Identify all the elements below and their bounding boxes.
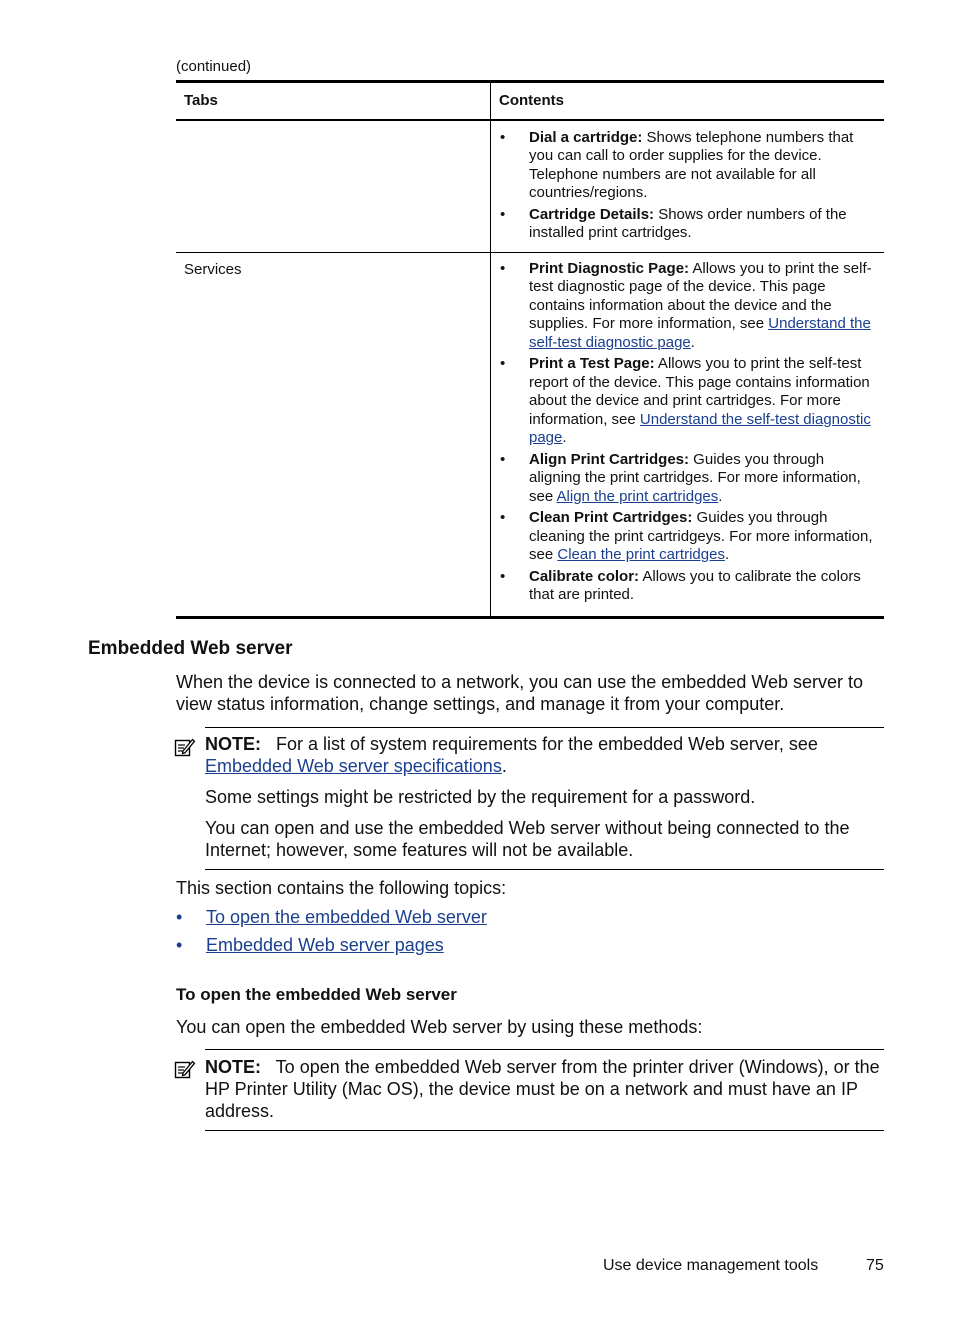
item-term: Calibrate color: xyxy=(529,567,640,585)
link-ews-pages[interactable]: Embedded Web server pages xyxy=(206,934,444,955)
tab-cell-empty xyxy=(176,120,491,253)
item-text: Guides you through cleaning the print cartridgeys. For more information, see xyxy=(529,509,873,563)
note-text xyxy=(205,733,884,777)
list-item xyxy=(499,355,876,448)
table-row xyxy=(176,120,884,253)
contents-cell xyxy=(491,120,885,253)
link-self-test-diagnostic[interactable]: Understand the self-test diagnostic page xyxy=(529,315,871,351)
note-paragraph: Some settings might be restricted by the requirement for a password. xyxy=(205,787,756,807)
note-paragraph: You can open and use the embedded Web server without being connected to the Internet; however, some features will not be available. xyxy=(205,818,850,860)
list-item xyxy=(499,129,876,203)
item-term: Print a Test Page: xyxy=(529,355,655,372)
item-end: . xyxy=(562,429,567,446)
topics-intro: This section contains the following topics: xyxy=(176,878,507,898)
item-end: . xyxy=(718,487,723,505)
subsection-intro: You can open the embedded Web server by using these methods: xyxy=(176,1017,703,1037)
list-item xyxy=(499,568,876,605)
note-icon xyxy=(174,1059,196,1084)
item-text: Allows you to print the self-test report of the device. This page contains information about the device and print cartridges. For more information, see xyxy=(529,355,870,428)
note-body: For a list of system requirements for the embedded Web server, see xyxy=(261,734,823,754)
footer-page-number: 75 xyxy=(866,1257,884,1274)
item-text: Shows telephone numbers that you can call to order supplies for the device. Telephone numbers are not available for all countries/regions. xyxy=(529,128,854,201)
link-self-test-diagnostic[interactable]: Understand the self-test diagnostic page xyxy=(529,410,871,446)
item-end: . xyxy=(690,333,695,351)
item-text: Shows order numbers of the installed print cartridges. xyxy=(529,205,847,241)
item-term: Dial a cartridge: xyxy=(529,128,643,146)
contents-list xyxy=(499,260,876,605)
item-text: Guides you through aligning the print cartridges. For more information, see xyxy=(529,450,861,505)
header-contents: Contents xyxy=(491,82,885,120)
note-icon xyxy=(174,737,196,762)
item-text: Allows you to calibrate the colors that are printed. xyxy=(529,567,861,603)
link-clean-cartridges[interactable]: Clean the print cartridges xyxy=(557,546,725,563)
item-text: Allows you to print the self-test diagnostic page of the device. This page contains information about the device and the supplies. For more information, see xyxy=(529,259,872,332)
note-box xyxy=(205,1049,884,1131)
item-end: . xyxy=(724,546,730,563)
topics-list xyxy=(176,906,487,961)
contents-cell xyxy=(491,252,885,617)
table-row xyxy=(176,252,884,617)
contents-list xyxy=(499,129,876,243)
item-term: Print Diagnostic Page: xyxy=(529,259,690,277)
table-header-row xyxy=(176,82,884,120)
note-label: NOTE: xyxy=(205,734,261,754)
section-title: Embedded Web server xyxy=(88,638,293,659)
list-item xyxy=(176,934,487,956)
footer-chapter: Use device management tools xyxy=(603,1257,819,1274)
note-body: To open the embedded Web server from the printer driver (Windows), or the HP Printer Utility (Mac OS), the device must be on a network and must have an IP address. xyxy=(205,1057,885,1121)
link-align-cartridges[interactable]: Align the print cartridges xyxy=(556,487,719,505)
link-ews-specifications[interactable]: Embedded Web server specifications xyxy=(205,756,502,776)
list-item xyxy=(499,451,876,507)
continued-label: (continued) xyxy=(176,58,252,75)
header-tabs: Tabs xyxy=(176,82,491,120)
tab-cell xyxy=(176,252,491,617)
subsection-title: To open the embedded Web server xyxy=(176,985,457,1004)
item-term: Clean Print Cartridges: xyxy=(529,509,693,526)
note-text xyxy=(205,1056,884,1122)
link-open-ews[interactable]: To open the embedded Web server xyxy=(206,907,487,927)
tab-services: Services xyxy=(184,260,242,278)
list-item xyxy=(499,260,876,353)
list-item xyxy=(176,906,487,928)
list-item xyxy=(499,206,876,243)
note-label: NOTE: xyxy=(205,1057,261,1077)
note-box xyxy=(205,727,884,870)
item-term: Align Print Cartridges: xyxy=(529,450,690,468)
tabs-table xyxy=(176,80,884,619)
item-term: Cartridge Details: xyxy=(529,205,655,223)
list-item xyxy=(499,509,876,565)
note-end: . xyxy=(501,756,507,776)
section-intro: When the device is connected to a network, you can use the embedded Web server to view status information, change settings, and manage it from your computer. xyxy=(176,672,864,714)
